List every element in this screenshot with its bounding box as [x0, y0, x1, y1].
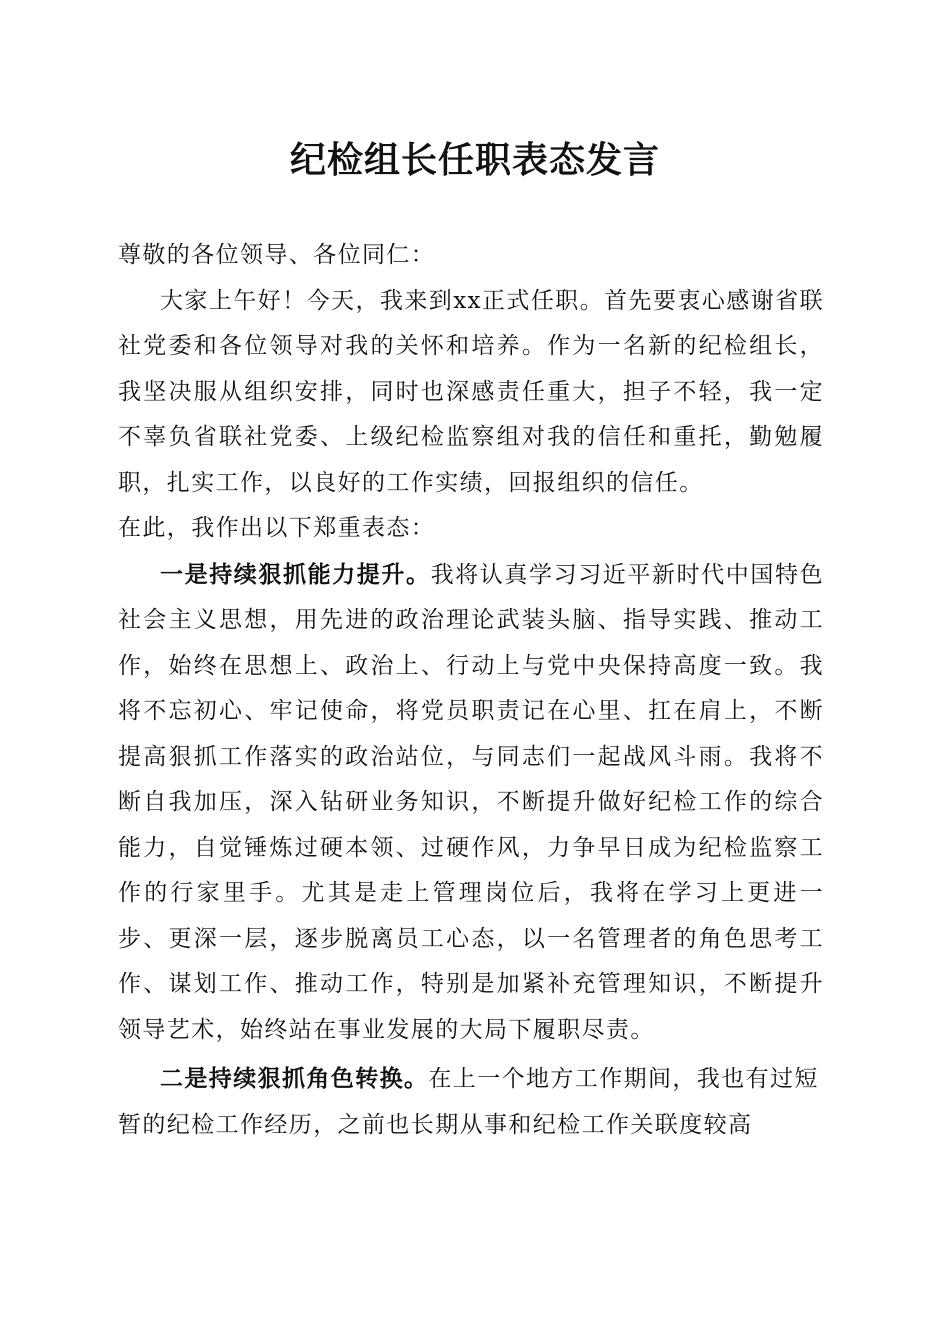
salutation: 尊敬的各位领导、各位同仁： [118, 242, 436, 268]
section-capability-improvement [118, 552, 824, 1054]
section-role-transition [118, 1056, 824, 1148]
section-1-heading: 一是持续狠抓能力提升。 [160, 560, 431, 588]
paragraph-statement-intro: 在此，我作出以下郑重表态： [118, 515, 436, 541]
paragraph-opening: 大家上午好！今天，我来到xx正式任职。首先要衷心感谢省联社党委和各位领导对我的关怀和培养。作为一名新的纪检组长，我坚决服从组织安排，同时也深感责任重大，担子不轻，我一定不辜负省联社党委、上级纪检监察组对我的信任和重托，勤勉履职，扎实工作，以良好的工作实绩，回报组织的信任。 [118, 287, 824, 496]
document-body [118, 233, 824, 1148]
section-1-text: 我将认真学习习近平新时代中国特色社会主义思想，用先进的政治理论武装头脑、指导实践、推动工作，始终在思想上、政治上、行动上与党中央保持高度一致。我将不忘初心、牢记使命，将党员职责记在心里、扛在肩上，不断提高狠抓工作落实的政治站位，与同志们一起战风斗雨。我将不断自我加压，深入钻研业务知识，不断提升做好纪检工作的综合能力，自觉锤炼过硬本领、过硬作风，力争早日成为纪检监察工作的行家里手。尤其是走上管理岗位后，我将在学习上更进一步、更深一层，逐步脱离员工心态，以一名管理者的角色思考工作、谋划工作、推动工作，特别是加紧补充管理知识，不断提升领导艺术，始终站在事业发展的大局下履职尽责。 [118, 561, 825, 1043]
section-2-heading: 二是持续狠抓角色转换。 [160, 1065, 429, 1092]
section-2-text: 在上一个地方工作期间，我也有过短暂的纪检工作经历，之前也长期从事和纪检工作关联度较高 [118, 1066, 819, 1138]
document-title: 纪检组长任职表态发言 [289, 139, 660, 181]
